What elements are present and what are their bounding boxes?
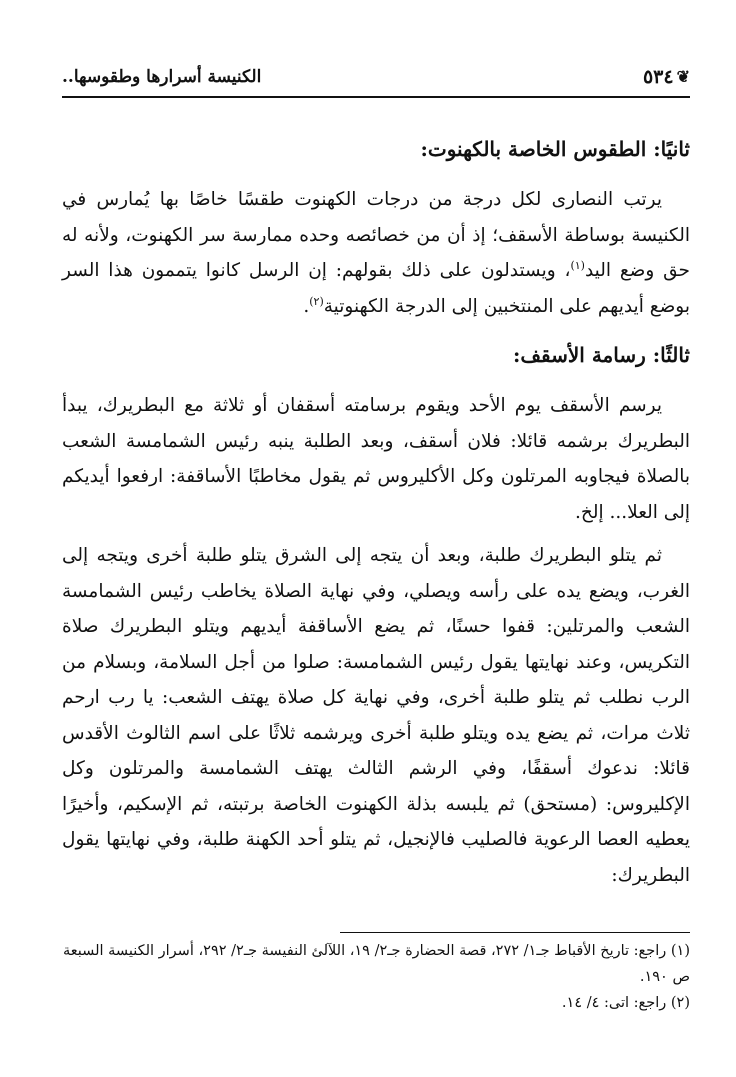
- footnote-1: (١) راجع: تاريخ الأقباط جـ١/ ٢٧٢، قصة الحضارة جـ٢/ ١٩، اللآلئ النفيسة جـ٢/ ٢٩٢، أسرار الكنيسة السبعة ص ١٩٠.: [62, 943, 690, 985]
- page-header: [62, 60, 690, 94]
- footnote-ref-1[interactable]: (١): [570, 258, 585, 272]
- footnote-ref-2[interactable]: (٢): [309, 294, 324, 308]
- footnote-rule: [340, 932, 690, 933]
- paragraph-3: ثم يتلو البطريرك طلبة، وبعد أن يتجه إلى الشرق يتلو طلبة أخرى ويتجه إلى الغرب، ويضع يده على رأسه ويصلي، وفي نهاية الصلاة يخاطب رئيس الشمامسة الشعب والمرتلين: قفوا حسنًا، ثم يضع الأساقفة أيديهم ويتلو البطريرك صلاة التكريس، وعند نهايتها يقول رئيس الشمامسة: صلوا من أجل السلامة، وبسلام من الرب نطلب ثم يتلو طلبة أخرى، وفي نهاية كل صلاة يهتف الشعب: يا رب ارحم ثلاث مرات، ثم يضع يده ويتلو طلبة أخرى ويرشمه ثلاثًا على اسم الثالوث الأقدس قائلا: ندعوك أسقفًا، وفي الرشم الثالث يهتف الشمامسة والمرتلون وكل الإكليروس: (مستحق) ثم يلبسه بذلة الكهنوت الخاصة برتبته، ثم الإسكيم، وأخيرًا يعطيه العصا الرعوية فالصليب فالإنجيل، ثم يتلو أحد الكهنة طلبة، وفي نهايتها يقول البطريرك:: [62, 545, 690, 886]
- page-number-block: [643, 66, 690, 88]
- running-title: الكنيسة أسرارها وطقوسها..: [62, 67, 262, 87]
- footnotes: [62, 938, 690, 1016]
- section-heading-2: ثانيًا: الطقوس الخاصة بالكهنوت:: [420, 137, 690, 161]
- footnote-2: (٢) راجع: اتى: ٤/ ١٤.: [561, 995, 690, 1011]
- section-heading-3: ثالثًا: رسامة الأسقف:: [512, 343, 690, 367]
- paragraph-2: يرسم الأسقف يوم الأحد ويقوم برسامته أسقفان أو ثلاثة مع البطريرك، يبدأ البطريرك برشمه قائلا: فلان أسقف، وبعد الطلبة ينبه رئيس الشمامسة الشعب بالصلاة فيجاوبه المرتلون وكل الأكليروس ثم يقول مخاطبًا الأساقفة: ارفعوا أيديكم إلى العلا... إلخ.: [62, 395, 690, 523]
- header-rule: [62, 96, 690, 98]
- paragraph-1: يرتب النصارى لكل درجة من درجات الكهنوت طقسًا خاصًا بها يُمارس في الكنيسة بوساطة الأسقف؛ إذ أن من خصائصه وحده ممارسة سر الكهنوت، ولأنه له حق وضع اليد$^{(١)}$، ويستدلون على ذلك بقولهم: إن الرسل كانوا يتممون هذا السر بوضع أيديهم على المنتخبين إلى الدرجة الكهنوتية$^{(٢)}$.: [62, 189, 690, 317]
- floral-ornament-icon: ❦: [676, 67, 690, 86]
- page-body: [62, 118, 690, 903]
- page-number: ٥٣٤: [642, 66, 674, 88]
